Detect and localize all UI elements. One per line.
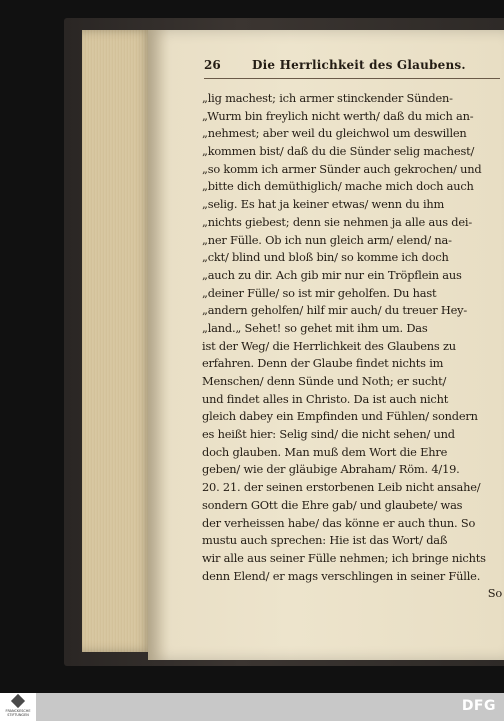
text-line: „land.„ Sehet! so gehet mit ihm um. Das xyxy=(202,320,428,335)
page-text xyxy=(160,50,502,601)
text-line: mustu auch sprechen: Hie ist das Wort/ daß xyxy=(202,533,448,548)
body-text xyxy=(202,90,502,603)
page-edges xyxy=(82,30,152,652)
text-line: „lig machest; ich armer stinckender Sünden- xyxy=(202,91,453,105)
text-line: „ner Fülle. Ob ich nun gleich arm/ elend/ na- xyxy=(202,232,452,247)
text-line: ist der Weg/ die Herrlichkeit des Glaubens zu xyxy=(202,338,456,353)
text-line: „bitte dich demüthiglich/ mache mich doch auch xyxy=(202,179,474,194)
text-line: Menschen/ denn Sünde und Noth; er sucht/ xyxy=(202,374,447,388)
funder-logo[interactable]: DFG xyxy=(461,698,496,714)
text-line: geben/ wie der gläubige Abraham/ Röm. 4/19. xyxy=(202,462,460,477)
footer-bar xyxy=(0,693,504,721)
text-line: „Wurm bin freylich nicht werth/ daß du mich an- xyxy=(202,108,474,123)
text-line: „ckt/ blind und bloß bin/ so komme ich doch xyxy=(202,250,449,265)
running-title: Die Herrlichkeit des Glaubens. xyxy=(252,58,466,72)
text-line: gleich dabey ein Empfinden und Fühlen/ sondern xyxy=(202,409,478,424)
text-line: denn Elend/ er mags verschlingen in seiner Fülle. xyxy=(202,568,481,583)
text-line: „andern geholfen/ hilf mir auch/ du treuer Hey- xyxy=(202,303,468,318)
text-line: doch glauben. Man muß dem Wort die Ehre xyxy=(202,444,448,459)
text-line: erfahren. Denn der Glaube findet nichts im xyxy=(202,356,444,371)
text-line: es heißt hier: Selig sind/ die nicht sehen/ und xyxy=(202,427,455,442)
text-line: „so komm ich armer Sünder auch gekrochen/ und xyxy=(202,161,482,176)
text-line: So xyxy=(487,586,502,601)
page-number: 26 xyxy=(204,58,221,72)
institution-logo[interactable] xyxy=(0,693,36,721)
text-line: sondern GOtt die Ehre gab/ und glaubete/ was xyxy=(202,497,463,512)
header-rule xyxy=(204,78,500,79)
text-line: „selig. Es hat ja keiner etwas/ wenn du ihm xyxy=(202,197,445,212)
logo-mark-icon xyxy=(11,694,25,708)
text-line: der verheissen habe/ das könne er auch thun. So xyxy=(202,515,476,530)
text-line: „kommen bist/ daß du die Sünder selig machest/ xyxy=(202,144,475,159)
text-line: wir alle aus seiner Fülle nehmen; ich bringe nichts xyxy=(202,550,486,565)
logo-text: FRANCKESCHE STIFTUNGEN xyxy=(5,709,31,717)
text-line: „nichts giebest; denn sie nehmen ja alle aus dei- xyxy=(202,214,473,229)
text-line: und findet alles in Christo. Da ist auch nicht xyxy=(202,391,449,406)
text-line: „deiner Fülle/ so ist mir geholfen. Du hast xyxy=(202,285,437,300)
text-line: „auch zu dir. Ach gib mir nur ein Tröpflein aus xyxy=(202,267,462,282)
text-line: 20. 21. der seinen erstorbenen Leib nicht ansahe/ xyxy=(202,480,481,495)
page-header xyxy=(204,58,504,78)
text-line: „nehmest; aber weil du gleichwol um deswillen xyxy=(202,126,467,141)
